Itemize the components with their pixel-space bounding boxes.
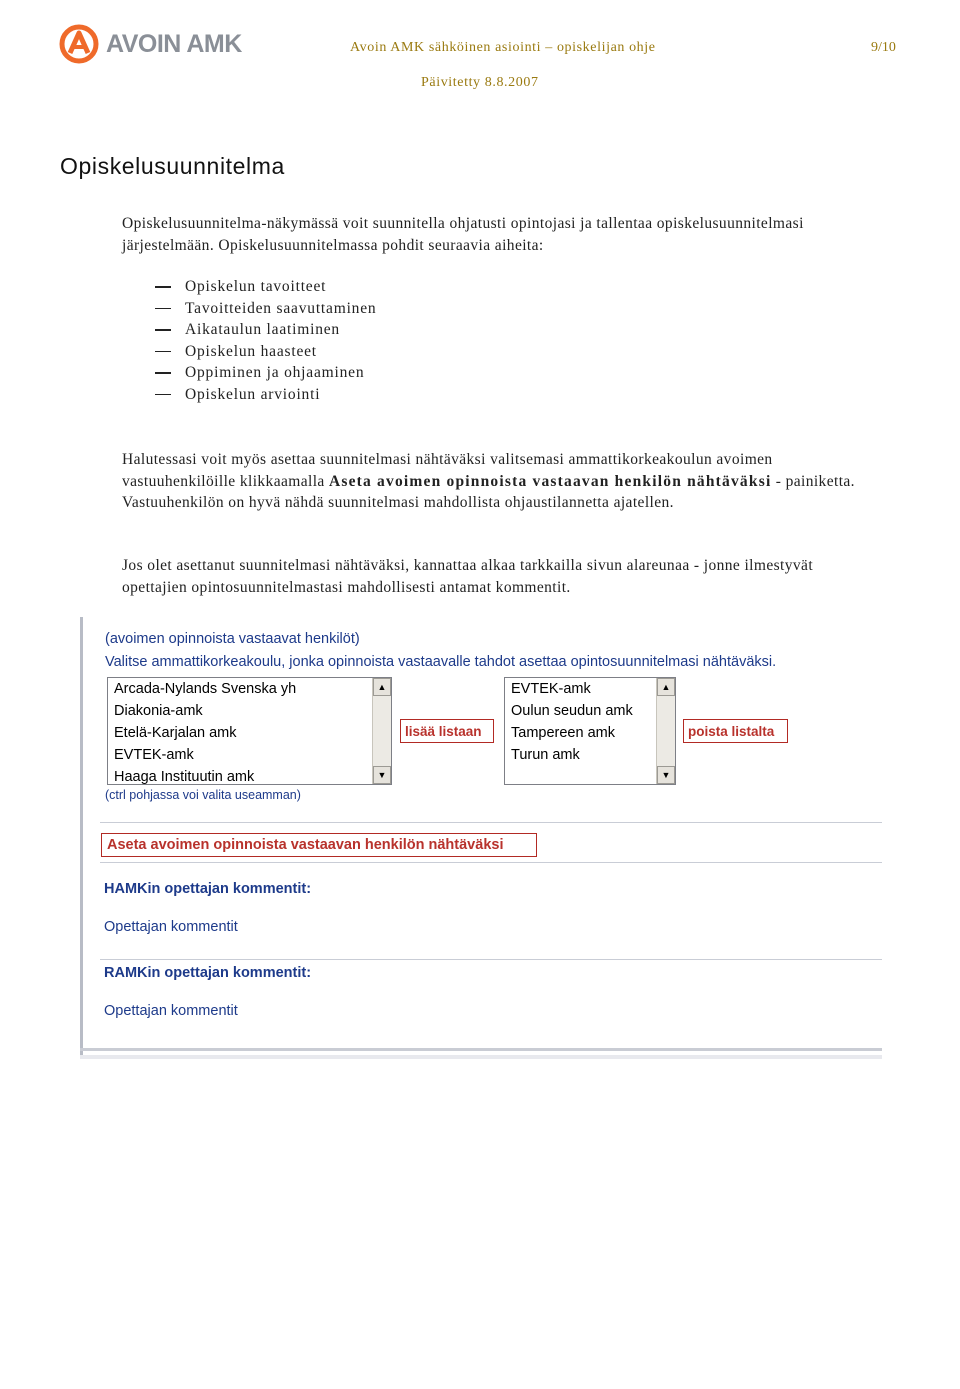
dash-bullet bbox=[155, 308, 171, 310]
dash-bullet bbox=[155, 351, 171, 353]
intro-paragraph: Opiskelusuunnitelma-näkymässä voit suunnitella ohjatusti opintojasi ja tallentaa opiskelusuunnitelmasi järjestelmään. Opiskelusuunnitelmassa pohdit seuraavia aiheita: bbox=[122, 215, 804, 254]
avoin-amk-logo bbox=[58, 22, 248, 66]
dash-bullet bbox=[155, 286, 171, 288]
add-to-list-button[interactable]: lisää listaan bbox=[400, 719, 494, 743]
ramk-comments-title: RAMKin opettajan kommentit: bbox=[104, 965, 312, 981]
ramk-teacher-comments: Opettajan kommentit bbox=[104, 1003, 238, 1019]
list-item[interactable]: Diakonia-amk bbox=[114, 703, 203, 719]
share-paragraph: Halutessasi voit myös asettaa suunnitelmasi nähtäväksi valitsemasi ammattikorkeakoulun avoimen vastuuhenkilöille klikkaamalla Aseta avoimen opinnoista vastaavan henkilön nähtäväksi - painiketta. Vastuuhenkilön on hyvä nähdä suunnitelmasi mahdollista ohjaustilannetta ajatellen. bbox=[122, 451, 855, 511]
list-item[interactable]: Arcada-Nylands Svenska yh bbox=[114, 681, 297, 697]
list-item[interactable]: Haaga Instituutin amk bbox=[114, 769, 255, 785]
hamk-teacher-comments: Opettajan kommentit bbox=[104, 919, 238, 935]
list-item[interactable]: EVTEK-amk bbox=[114, 747, 194, 763]
list-item[interactable]: Turun amk bbox=[511, 747, 580, 763]
section-title: (avoimen opinnoista vastaavat henkilöt) bbox=[105, 631, 360, 647]
page-heading: Opiskelusuunnitelma bbox=[60, 153, 285, 179]
embedded-screenshot bbox=[80, 617, 882, 1059]
topic-item: Tavoitteiden saavuttaminen bbox=[155, 298, 376, 320]
topics-list bbox=[155, 276, 376, 405]
screenshot-frame bbox=[80, 1048, 882, 1051]
dash-bullet bbox=[155, 394, 171, 396]
list-item[interactable]: EVTEK-amk bbox=[511, 681, 591, 697]
divider bbox=[100, 862, 882, 863]
topic-item: Opiskelun tavoitteet bbox=[155, 276, 376, 298]
scroll-down-icon[interactable]: ▼ bbox=[657, 766, 675, 784]
comments-paragraph: Jos olet asettanut suunnitelmasi nähtäväksi, kannattaa alkaa tarkkailla sivun alareunaa - jonne ilmestyvät opettajien opintosuunnitelmastasi mahdollisesti antamat kommentit. bbox=[122, 557, 814, 596]
remove-from-list-button[interactable]: poista listalta bbox=[683, 719, 788, 743]
multi-select-hint: (ctrl pohjassa voi valita useamman) bbox=[105, 788, 301, 802]
topic-item: Oppiminen ja ohjaaminen bbox=[155, 362, 376, 384]
logo-icon bbox=[58, 23, 100, 65]
divider bbox=[100, 822, 882, 823]
list-item[interactable]: Oulun seudun amk bbox=[511, 703, 633, 719]
selected-schools-list[interactable] bbox=[504, 677, 676, 785]
list-item[interactable]: Etelä-Karjalan amk bbox=[114, 725, 237, 741]
dash-bullet bbox=[155, 372, 171, 374]
topic-item: Aikataulun laatiminen bbox=[155, 319, 376, 341]
scrollbar[interactable] bbox=[656, 678, 675, 784]
available-schools-list[interactable] bbox=[107, 677, 392, 785]
document-title: Avoin AMK sähköinen asiointi – opiskelijan ohje bbox=[350, 40, 656, 55]
scroll-up-icon[interactable]: ▲ bbox=[657, 678, 675, 696]
topic-item: Opiskelun haasteet bbox=[155, 341, 376, 363]
list-item[interactable]: Tampereen amk bbox=[511, 725, 615, 741]
screenshot-frame bbox=[80, 1055, 882, 1059]
hamk-comments-title: HAMKin opettajan kommentit: bbox=[104, 881, 312, 897]
logo-text: AVOIN AMK bbox=[106, 29, 242, 58]
page-number: 9/10 bbox=[871, 40, 896, 55]
dash-bullet bbox=[155, 329, 171, 331]
scroll-down-icon[interactable]: ▼ bbox=[373, 766, 391, 784]
topic-item: Opiskelun arviointi bbox=[155, 384, 376, 406]
set-visible-button[interactable]: Aseta avoimen opinnoista vastaavan henkilön nähtäväksi bbox=[101, 833, 537, 857]
share-button-reference: Aseta avoimen opinnoista vastaavan henkilön nähtäväksi bbox=[328, 472, 772, 490]
screenshot-frame bbox=[80, 617, 83, 1059]
updated-date: Päivitetty 8.8.2007 bbox=[421, 75, 539, 90]
divider bbox=[100, 959, 882, 960]
instruction-text: Valitse ammattikorkeakoulu, jonka opinnoista vastaavalle tahdot asettaa opintosuunnitelmasi nähtäväksi. bbox=[105, 654, 777, 670]
scrollbar[interactable] bbox=[372, 678, 391, 784]
scroll-up-icon[interactable]: ▲ bbox=[373, 678, 391, 696]
